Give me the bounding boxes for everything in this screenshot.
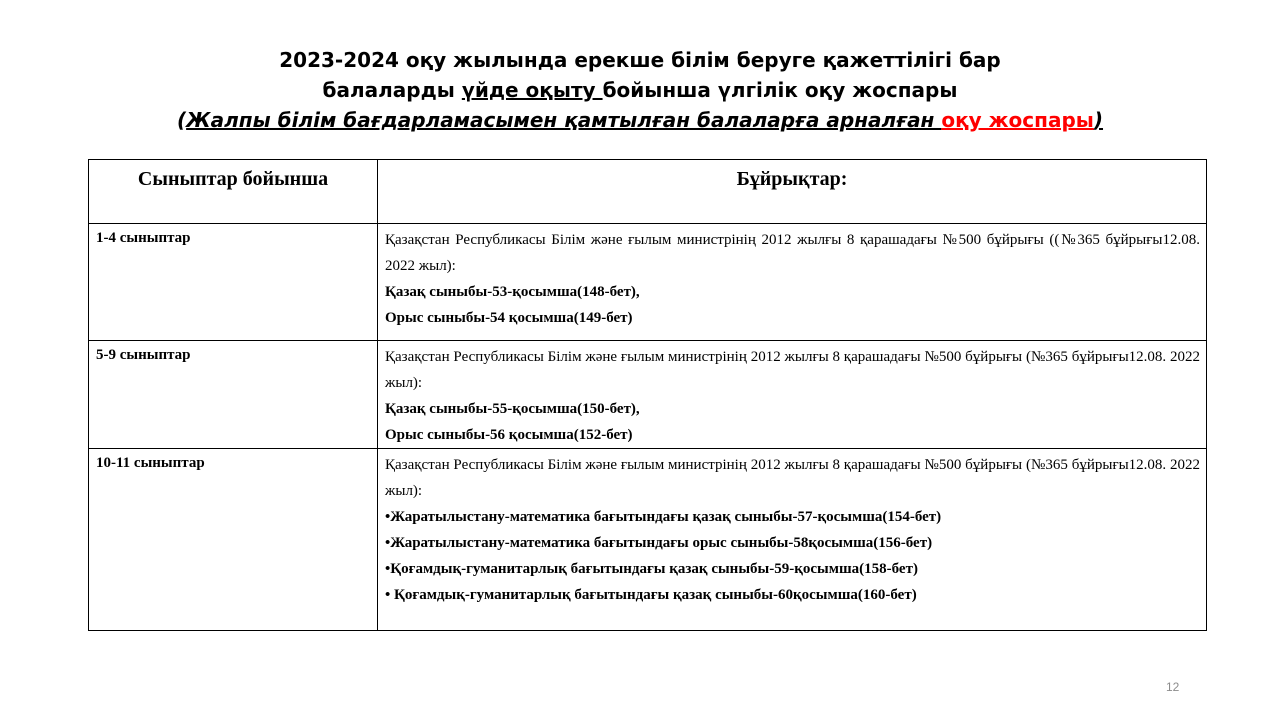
order-item: Орыс сыныбы-56 қосымша(152-бет) bbox=[385, 427, 633, 443]
title-subtitle-red: оқу жоспары bbox=[941, 108, 1094, 132]
order-item: •Жаратылыстану-математика бағытындағы орыс сыныбы-58қосымша(156-бет) bbox=[385, 535, 933, 551]
order-item: Қазақ сыныбы-53-қосымша(148-бет), bbox=[385, 284, 640, 300]
title-line-3 bbox=[0, 105, 1280, 135]
row-classes-label: 1-4 сыныптар bbox=[89, 224, 378, 341]
row-orders-cell bbox=[378, 224, 1207, 341]
row-orders-cell bbox=[378, 449, 1207, 631]
curriculum-table bbox=[88, 159, 1207, 631]
title-subtitle: Жалпы білім бағдарламасымен қамтылған балаларға арналған bbox=[186, 108, 942, 132]
table-row bbox=[89, 224, 1207, 341]
order-item: •Жаратылыстану-математика бағытындағы қазақ сыныбы-57-қосымша(154-бет) bbox=[385, 509, 942, 525]
table-header-row bbox=[89, 160, 1207, 224]
title-line-2-start: балаларды bbox=[322, 78, 462, 102]
slide-title bbox=[0, 45, 1280, 135]
title-line-1: 2023-2024 оқу жылында ерекше білім беруге қажеттілігі бар bbox=[279, 48, 1001, 72]
header-orders: Бұйрықтар: bbox=[378, 160, 1207, 224]
table-row bbox=[89, 341, 1207, 449]
order-item: •Қоғамдық-гуманитарлық бағытындағы қазақ сыныбы-59-қосымша(158-бет) bbox=[385, 561, 918, 577]
title-paren-close: ) bbox=[1093, 108, 1104, 132]
order-text: Қазақстан Республикасы Білім және ғылым министрінің 2012 жылғы 8 қарашадағы №500 бұйрығы (№365 бұйрығы12.08. 2022 жыл): bbox=[385, 457, 1200, 499]
table-row bbox=[89, 449, 1207, 631]
order-item: Орыс сыныбы-54 қосымша(149-бет) bbox=[385, 310, 633, 326]
title-paren-open: ( bbox=[176, 108, 187, 132]
page-number: 12 bbox=[1166, 680, 1180, 694]
row-orders-cell bbox=[378, 341, 1207, 449]
order-item: • Қоғамдық-гуманитарлық бағытындағы қазақ сыныбы-60қосымша(160-бет) bbox=[385, 587, 917, 603]
row-classes-label: 5-9 сыныптар bbox=[89, 341, 378, 449]
order-text: Қазақстан Республикасы Білім және ғылым министрінің 2012 жылғы 8 қарашадағы №500 бұйрығы ((№365 бұйрығы12.08. 2022 жыл): bbox=[385, 232, 1200, 274]
order-text: Қазақстан Республикасы Білім және ғылым министрінің 2012 жылғы 8 қарашадағы №500 бұйрығы (№365 бұйрығы12.08. 2022 жыл): bbox=[385, 349, 1200, 391]
title-home-schooling: үйде оқыту bbox=[461, 78, 603, 102]
row-classes-label: 10-11 сыныптар bbox=[89, 449, 378, 631]
title-line-2 bbox=[0, 75, 1280, 105]
order-item: Қазақ сыныбы-55-қосымша(150-бет), bbox=[385, 401, 640, 417]
header-classes: Сыныптар бойынша bbox=[89, 160, 378, 224]
title-line-2-end: бойынша үлгілік оқу жоспары bbox=[602, 78, 958, 102]
